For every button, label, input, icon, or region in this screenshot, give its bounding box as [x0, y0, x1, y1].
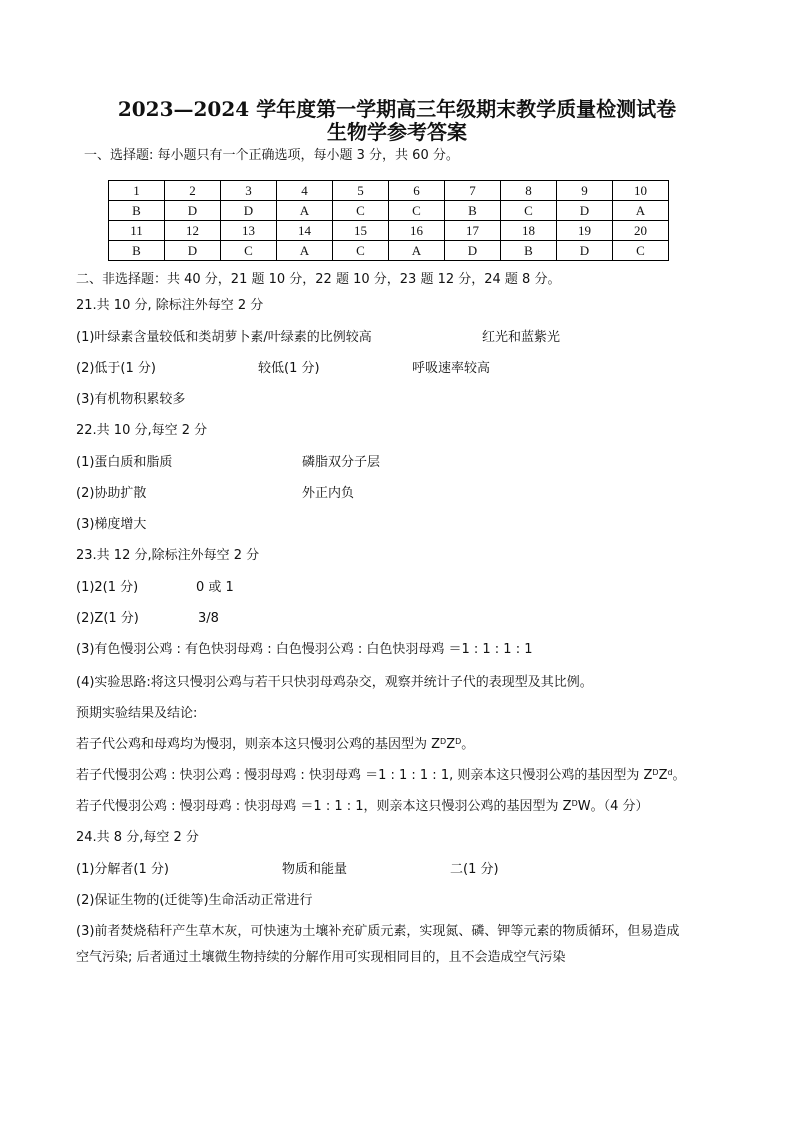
- answer-table-cell: 13: [221, 221, 277, 241]
- q23-result-2: [76, 768, 686, 784]
- answer-table-row: [109, 201, 669, 221]
- answer-table-cell: 6: [389, 181, 445, 201]
- answer-table-cell: 3: [221, 181, 277, 201]
- q23-answer-3: (3)有色慢羽公鸡 : 有色快羽母鸡 : 白色慢羽公鸡 : 白色快羽母鸡 ＝1 : 1 : 1 : 1: [76, 642, 533, 657]
- answer-table-cell: A: [277, 201, 333, 221]
- answer-table-cell: 8: [501, 181, 557, 201]
- answer-table-cell: D: [445, 241, 501, 261]
- q24-answer-1b: 物质和能量: [282, 862, 348, 877]
- q21-answer-3: (3)有机物积累较多: [76, 392, 186, 407]
- answer-table-cell: D: [221, 201, 277, 221]
- q24-answer-3: (3)前者焚烧秸秆产生草木灰，可快速为土壤补充矿质元素，实现氮、磷、钾等元素的物质循环，但易造成: [76, 924, 680, 939]
- answer-table-cell: C: [333, 201, 389, 221]
- answer-table-cell: 12: [165, 221, 221, 241]
- q24-answer-3-cont: 空气污染; 后者通过土壤微生物持续的分解作用可实现相同目的，且不会造成空气污染: [76, 950, 566, 965]
- q23-result-2-text: 若子代慢羽公鸡 : 快羽公鸡 : 慢羽母鸡 : 快羽母鸡 ＝1 : 1 : 1 : 1, 则亲本这只慢羽公鸡的基因型为 Z: [76, 768, 653, 783]
- answer-table-cell: D: [557, 201, 613, 221]
- answer-table-cell: 20: [613, 221, 669, 241]
- q21-answer-2a: (2)低于(1 分): [76, 361, 156, 376]
- answer-table-cell: B: [501, 241, 557, 261]
- answer-table-cell: 5: [333, 181, 389, 201]
- q22-answer-2b: 外正内负: [302, 486, 355, 501]
- answer-table-cell: 17: [445, 221, 501, 241]
- q24-answer-2: (2)保证生物的(迁徙等)生命活动正常进行: [76, 893, 313, 908]
- answer-table-cell: 1: [109, 181, 165, 201]
- q23-expected-heading: 预期实验结果及结论:: [76, 706, 198, 721]
- answer-table-cell: C: [333, 241, 389, 261]
- q23-answer-2b: 3/8: [198, 611, 219, 626]
- answer-table-cell: D: [165, 201, 221, 221]
- answer-table-cell: A: [277, 241, 333, 261]
- q23-answer-1b: 0 或 1: [196, 580, 234, 595]
- q24-heading: 24.共 8 分,每空 2 分: [76, 830, 199, 845]
- answer-table-row: [109, 241, 669, 261]
- q23-result-2-mid: Z: [658, 768, 668, 783]
- section-2-heading: 二、非选择题：共 40 分，21 题 10 分，22 题 10 分，23 题 12 分，24 题 8 分。: [76, 272, 561, 287]
- q22-answer-2a: (2)协助扩散: [76, 486, 147, 501]
- answer-table-cell: C: [613, 241, 669, 261]
- q23-result-1: [76, 737, 474, 753]
- answer-table-cell: 7: [445, 181, 501, 201]
- answer-table-cell: B: [445, 201, 501, 221]
- answer-table-cell: A: [613, 201, 669, 221]
- answer-table-cell: 18: [501, 221, 557, 241]
- q23-result-1-sup1: D: [440, 737, 447, 746]
- q23-answer-1a: (1)2(1 分): [76, 580, 139, 595]
- q21-heading: 21.共 10 分, 除标注外每空 2 分: [76, 298, 264, 313]
- answer-table-cell: 16: [389, 221, 445, 241]
- answer-table-cell: 10: [613, 181, 669, 201]
- answer-table-cell: B: [109, 201, 165, 221]
- q21-answer-2c: 呼吸速率较高: [412, 361, 491, 376]
- answer-table-cell: C: [389, 201, 445, 221]
- q23-result-2-end: 。: [672, 768, 686, 783]
- answer-table-cell: 4: [277, 181, 333, 201]
- q23-heading: 23.共 12 分,除标注外每空 2 分: [76, 548, 260, 563]
- q22-answer-3: (3)梯度增大: [76, 517, 147, 532]
- answer-table-cell: C: [221, 241, 277, 261]
- answer-table-cell: C: [501, 201, 557, 221]
- answer-table-cell: 19: [557, 221, 613, 241]
- answer-table-cell: D: [165, 241, 221, 261]
- q23-result-1-text: 若子代公鸡和母鸡均为慢羽，则亲本这只慢羽公鸡的基因型为 Z: [76, 737, 441, 752]
- q21-answer-2b: 较低(1 分): [258, 361, 320, 376]
- section-1-heading: 一、选择题: 每小题只有一个正确选项，每小题 3 分，共 60 分。: [84, 148, 459, 163]
- q23-result-3-sup1: D: [571, 799, 578, 808]
- answer-table-cell: A: [389, 241, 445, 261]
- q23-result-1-mid: Z: [446, 737, 456, 752]
- answer-table-cell: 15: [333, 221, 389, 241]
- q22-answer-1a: (1)蛋白质和脂质: [76, 455, 173, 470]
- q23-result-3-text: 若子代慢羽公鸡 : 慢羽母鸡 : 快羽母鸡 ＝1 : 1 : 1，则亲本这只慢羽公鸡的基因型为 Z: [76, 799, 572, 814]
- q23-result-3-end: W。（4 分）: [577, 799, 649, 814]
- q23-answer-2a: (2)Z(1 分): [76, 611, 139, 626]
- document-title: 2023—2024 学年度第一学期高三年级期末教学质量检测试卷: [117, 97, 677, 121]
- q22-answer-1b: 磷脂双分子层: [302, 455, 381, 470]
- answer-table-cell: B: [109, 241, 165, 261]
- answer-table-cell: 2: [165, 181, 221, 201]
- answer-table-cell: 14: [277, 221, 333, 241]
- answer-table-row: [109, 181, 669, 201]
- answer-table-cell: D: [557, 241, 613, 261]
- q24-answer-1c: 二(1 分): [450, 862, 499, 877]
- q22-heading: 22.共 10 分,每空 2 分: [76, 423, 208, 438]
- q23-result-3: [76, 799, 649, 815]
- answer-table: [108, 180, 669, 261]
- q23-result-1-end: 。: [461, 737, 475, 752]
- q21-answer-1a: (1)叶绿素含量较低和类胡萝卜素/叶绿素的比例较高: [76, 330, 372, 345]
- answer-table-cell: 11: [109, 221, 165, 241]
- q24-answer-1a: (1)分解者(1 分): [76, 862, 169, 877]
- q23-result-2-sup1: D: [652, 768, 659, 777]
- q23-answer-4: (4)实验思路:将这只慢羽公鸡与若干只快羽母鸡杂交，观察并统计子代的表现型及其比例。: [76, 675, 593, 690]
- q21-answer-1b: 红光和蓝紫光: [482, 330, 561, 345]
- document-subtitle: 生物学参考答案: [327, 120, 467, 144]
- answer-table-row: [109, 221, 669, 241]
- q23-result-1-sup2: D: [455, 737, 462, 746]
- q23-result-2-sup2: d: [667, 768, 673, 777]
- answer-table-cell: 9: [557, 181, 613, 201]
